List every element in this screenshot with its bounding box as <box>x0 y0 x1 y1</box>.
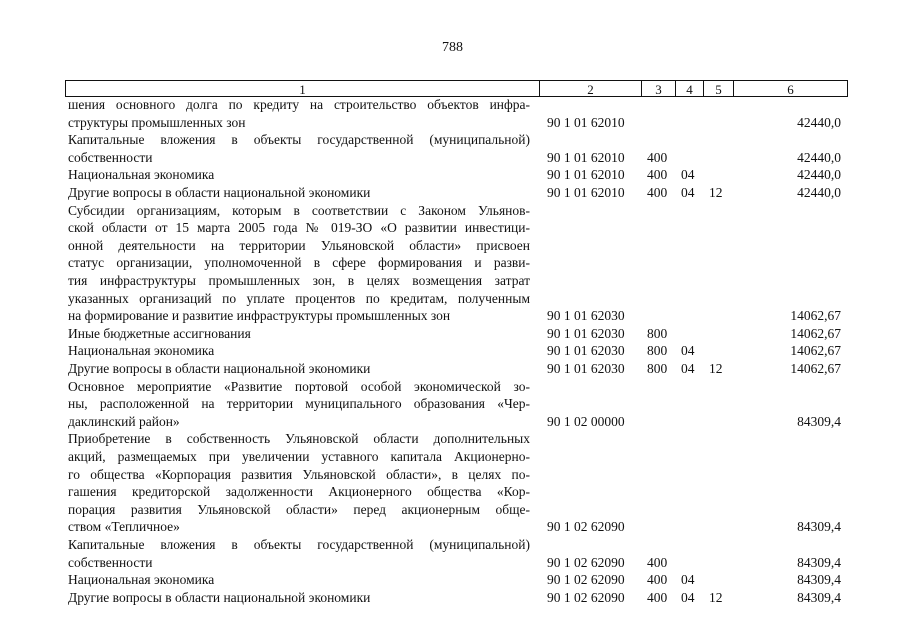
row-name-line: онной деятельности на территории Ульяновской области» присвоен <box>68 237 530 253</box>
table-row <box>0 166 905 184</box>
row-name-line: Капитальные вложения в объекты государственной (муниципальной) <box>68 132 530 148</box>
header-col-2: 2 <box>540 81 642 96</box>
row-name-line: Национальная экономика <box>68 343 215 359</box>
row-name <box>68 360 530 378</box>
row-name-line: Приобретение в собственность Ульяновской области дополнительных <box>68 431 530 447</box>
table-row <box>0 571 905 589</box>
row-name-line: ны, расположенной на территории муниципального образования «Чер- <box>68 396 530 412</box>
row-expense-type: 400 <box>647 589 668 605</box>
row-subsection: 12 <box>709 184 723 200</box>
row-section: 04 <box>681 572 695 588</box>
row-code: 90 1 02 00000 <box>547 413 625 429</box>
row-name <box>68 202 530 325</box>
row-section: 04 <box>681 184 695 200</box>
row-code: 90 1 01 62030 <box>547 325 625 341</box>
row-amount: 42440,0 <box>797 114 841 130</box>
table-row <box>0 325 905 343</box>
row-code: 90 1 01 62030 <box>547 308 625 324</box>
header-col-6: 6 <box>787 82 794 97</box>
row-amount: 84309,4 <box>797 554 841 570</box>
row-name-line: Национальная экономика <box>68 572 215 588</box>
row-name-line: даклинский район» <box>68 413 180 429</box>
row-name-line: Субсидии организациям, которым в соответствии с Законом Ульянов- <box>68 202 530 218</box>
row-expense-type: 800 <box>647 325 668 341</box>
row-amount: 42440,0 <box>797 184 841 200</box>
row-amount: 84309,4 <box>797 589 841 605</box>
header-col-1: 1 <box>66 81 540 96</box>
row-name-line: ской области от 15 марта 2005 года № 019-ЗО «О развитии инвестици- <box>68 220 530 236</box>
row-name-line: го общества «Корпорация развития Ульяновской области», в целях по- <box>68 466 530 482</box>
table-row <box>0 342 905 360</box>
row-code: 90 1 02 62090 <box>547 572 625 588</box>
row-name-line: порация развития Ульяновской области» перед акционерным обще- <box>68 501 530 517</box>
table-row <box>0 589 905 607</box>
row-name-line: Основное мероприятие «Развитие портовой особой экономической зо- <box>68 378 530 394</box>
row-section: 04 <box>681 360 695 376</box>
row-name-line: Другие вопросы в области национальной экономики <box>68 589 371 605</box>
row-amount: 84309,4 <box>797 572 841 588</box>
row-name <box>68 325 530 343</box>
row-name-line: структуры промышленных зон <box>68 114 246 130</box>
page-number: 788 <box>442 40 463 55</box>
row-name-line: собственности <box>68 149 153 165</box>
table-body <box>0 96 905 606</box>
table-row <box>0 202 905 325</box>
row-expense-type: 400 <box>647 572 668 588</box>
row-name-line: Другие вопросы в области национальной экономики <box>68 360 371 376</box>
row-expense-type: 400 <box>647 554 668 570</box>
row-name <box>68 96 530 131</box>
row-expense-type: 400 <box>647 167 668 183</box>
table-row <box>0 96 905 131</box>
row-code: 90 1 01 62030 <box>547 360 625 376</box>
row-name-line: Национальная экономика <box>68 167 215 183</box>
row-subsection: 12 <box>709 360 723 376</box>
row-amount: 14062,67 <box>790 308 841 324</box>
row-expense-type: 800 <box>647 360 668 376</box>
table-row <box>0 184 905 202</box>
row-code: 90 1 01 62010 <box>547 149 625 165</box>
row-name-line: статус организации, уполномоченной в сфере формирования и разви- <box>68 255 530 271</box>
row-name <box>68 571 530 589</box>
table-row <box>0 430 905 536</box>
row-name-line: гашения кредиторской задолженности Акционерного общества «Кор- <box>68 484 530 500</box>
row-name <box>68 184 530 202</box>
row-name-line: указанных организаций по уплате процентов по кредитам, полученным <box>68 290 530 306</box>
row-expense-type: 400 <box>647 149 668 165</box>
row-amount: 42440,0 <box>797 167 841 183</box>
row-amount: 42440,0 <box>797 149 841 165</box>
row-name <box>68 378 530 431</box>
row-name <box>68 430 530 536</box>
header-col-4: 4 <box>676 81 704 96</box>
row-amount: 84309,4 <box>797 413 841 429</box>
row-code: 90 1 01 62010 <box>547 184 625 200</box>
row-name-line: на формирование и развитие инфраструктуры промышленных зон <box>68 308 451 324</box>
row-name-line: шения основного долга по кредиту на строительство объектов инфра- <box>68 97 530 112</box>
header-col-3: 3 <box>642 81 676 96</box>
row-name <box>68 342 530 360</box>
row-name <box>68 131 530 166</box>
row-amount: 14062,67 <box>790 360 841 376</box>
row-name-line: тия инфраструктуры промышленных зон, в целях возмещения затрат <box>68 272 530 288</box>
row-amount: 14062,67 <box>790 343 841 359</box>
row-name-line: акций, размещаемых при увеличении уставного капитала Акционерно- <box>68 448 530 464</box>
row-name-line: Другие вопросы в области национальной экономики <box>68 184 371 200</box>
row-name <box>68 536 530 571</box>
row-expense-type: 400 <box>647 184 668 200</box>
row-amount: 14062,67 <box>790 325 841 341</box>
header-col-5: 5 <box>704 81 734 96</box>
row-expense-type: 800 <box>647 343 668 359</box>
row-code: 90 1 01 62030 <box>547 343 625 359</box>
row-name-line: собственности <box>68 554 153 570</box>
row-name-line: Иные бюджетные ассигнования <box>68 325 251 341</box>
table-row <box>0 131 905 166</box>
table-row <box>0 360 905 378</box>
row-code: 90 1 02 62090 <box>547 554 625 570</box>
row-code: 90 1 02 62090 <box>547 589 625 605</box>
table-header <box>65 80 848 97</box>
row-code: 90 1 01 62010 <box>547 114 625 130</box>
row-name-line: ством «Тепличное» <box>68 519 180 535</box>
row-name-line: Капитальные вложения в объекты государственной (муниципальной) <box>68 536 530 552</box>
row-section: 04 <box>681 589 695 605</box>
row-code: 90 1 02 62090 <box>547 519 625 535</box>
row-subsection: 12 <box>709 589 723 605</box>
table-row <box>0 378 905 431</box>
row-section: 04 <box>681 343 695 359</box>
table-row <box>0 536 905 571</box>
row-name <box>68 589 530 607</box>
row-name <box>68 166 530 184</box>
row-section: 04 <box>681 167 695 183</box>
row-amount: 84309,4 <box>797 519 841 535</box>
row-code: 90 1 01 62010 <box>547 167 625 183</box>
